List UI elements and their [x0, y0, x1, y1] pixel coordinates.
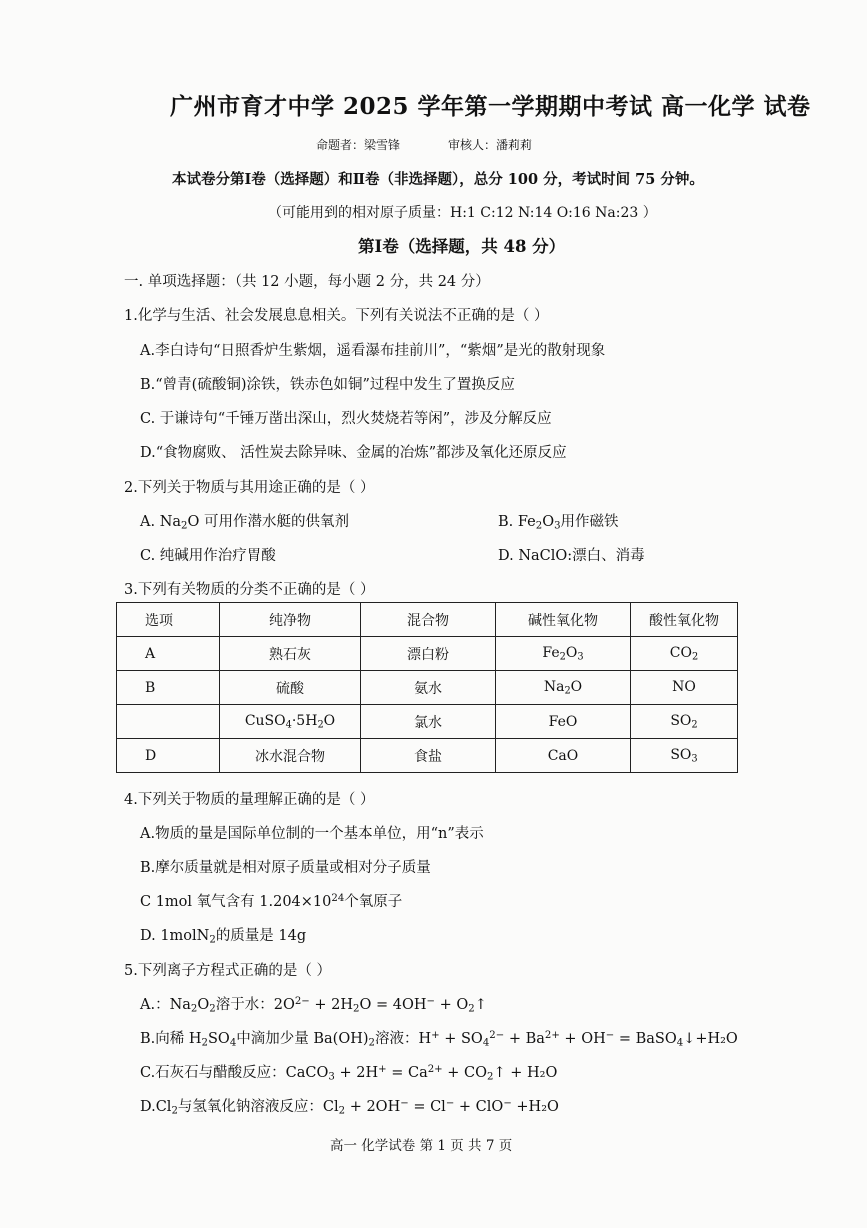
q3-stem: 3.下列有关物质的分类不正确的是（ ）: [124, 582, 375, 598]
table-cell: SO2: [631, 705, 738, 739]
q1-option-a: A.李白诗句“日照香炉生紫烟，遥看瀑布挂前川”，“紫烟”是光的散射现象: [140, 343, 606, 359]
part-label: 一. 单项选择题：（共 12 小题，每小题 2 分，共 24 分）: [124, 274, 490, 290]
table-cell: [117, 705, 220, 739]
table-header: 选项: [117, 603, 220, 637]
q2-option-a: A. Na2O 可用作潜水艇的供氧剂: [140, 514, 349, 532]
table-cell: SO3: [631, 739, 738, 773]
q5-option-a: A.：Na2O2溶于水：$2O^{2-} + 2H2O = 4OH^-$ + O2↑: [140, 995, 487, 1015]
exam-intro: 本试卷分第Ⅰ卷（选择题）和Ⅱ卷（非选择题），总分 100 分，考试时间 75 分钟。: [172, 171, 704, 188]
table-cell: Na2O: [496, 671, 631, 705]
q1-option-c: C. 于谦诗句“千锤万凿出深山，烈火焚烧若等闲”，涉及分解反应: [140, 411, 552, 427]
table-header: 纯净物: [220, 603, 361, 637]
q5-stem: 5.下列离子方程式正确的是（ ）: [124, 963, 331, 979]
q4-option-d: D. 1molN2的质量是 14g: [140, 928, 307, 946]
q2-option-b: B. Fe2O3用作磁铁: [498, 514, 619, 532]
section-title: 第Ⅰ卷（选择题，共 48 分）: [358, 237, 566, 256]
q5-option-d: D.Cl2与氢氧化钠溶液反应：Cl2 + 2OH− = Cl− + ClO− +H₂O: [140, 1097, 559, 1117]
table-cell: 漂白粉: [361, 637, 496, 671]
q4-option-a: A.物质的量是国际单位制的一个基本单位，用“n”表示: [140, 826, 484, 842]
table-row: [117, 739, 738, 773]
reviewer-label: 审核人：潘莉莉: [448, 138, 533, 152]
q4-option-b: B.摩尔质量就是相对原子质量或相对分子质量: [140, 860, 431, 876]
table-cell: A: [117, 637, 220, 671]
table-cell: 氯水: [361, 705, 496, 739]
table-cell: 硫酸: [220, 671, 361, 705]
q5-option-b: B.向稀 H2SO4中滴加少量 Ba(OH)2溶液：$H^+ + SO4^{2-} + Ba^{2+} + OH^-$ = BaSO4↓+H₂O: [140, 1029, 738, 1049]
q2-option-c: C. 纯碱用作治疗胃酸: [140, 548, 276, 564]
q1-option-d: D.“食物腐败、 活性炭去除异味、金属的冶炼”都涉及氧化还原反应: [140, 445, 567, 461]
table-header: 碱性氧化物: [496, 603, 631, 637]
table-cell: D: [117, 739, 220, 773]
q2-stem: 2.下列关于物质与其用途正确的是（ ）: [124, 480, 375, 496]
table-header: 酸性氧化物: [631, 603, 738, 637]
author-label: 命题者：梁雪锋: [316, 138, 401, 152]
q1-option-b: B.“曾青(硫酸铜)涂铁，铁赤色如铜”过程中发生了置换反应: [140, 377, 515, 393]
table-cell: CuSO4·5H2O: [220, 705, 361, 739]
table-row: [117, 637, 738, 671]
q5-option-c: C.石灰石与醋酸反应：CaCO3 + $2H^+ = Ca^{2+}$ + CO2↑ + H₂O: [140, 1063, 558, 1083]
table-cell: CaO: [496, 739, 631, 773]
table-cell: FeO: [496, 705, 631, 739]
table-cell: Fe2O3: [496, 637, 631, 671]
q4-stem: 4.下列关于物质的量理解正确的是（ ）: [124, 792, 375, 808]
atomic-masses: （可能用到的相对原子质量：H:1 C:12 N:14 O:16 Na:23 ）: [268, 205, 657, 221]
q4-option-c: C 1mol 氧气含有 $1.204\times 10^{24}$个氧原子: [140, 892, 403, 910]
table-cell: NO: [631, 671, 738, 705]
classification-table: [116, 602, 738, 773]
q1-stem: 1.化学与生活、社会发展息息相关。下列有关说法不正确的是（ ）: [124, 308, 549, 324]
table-row: [117, 705, 738, 739]
table-row: [117, 671, 738, 705]
q2-option-d: D. NaClO:漂白、消毒: [498, 548, 645, 564]
exam-title: 广州市育才中学 2025 学年第一学期期中考试 高一化学 试卷: [170, 93, 811, 120]
table-cell: 熟石灰: [220, 637, 361, 671]
table-header-row: [117, 603, 738, 637]
table-cell: CO2: [631, 637, 738, 671]
table-header: 混合物: [361, 603, 496, 637]
table-cell: B: [117, 671, 220, 705]
table-cell: 食盐: [361, 739, 496, 773]
table-cell: 冰水混合物: [220, 739, 361, 773]
page-footer: 高一 化学试卷 第 1 页 共 7 页: [330, 1138, 513, 1154]
table-cell: 氨水: [361, 671, 496, 705]
